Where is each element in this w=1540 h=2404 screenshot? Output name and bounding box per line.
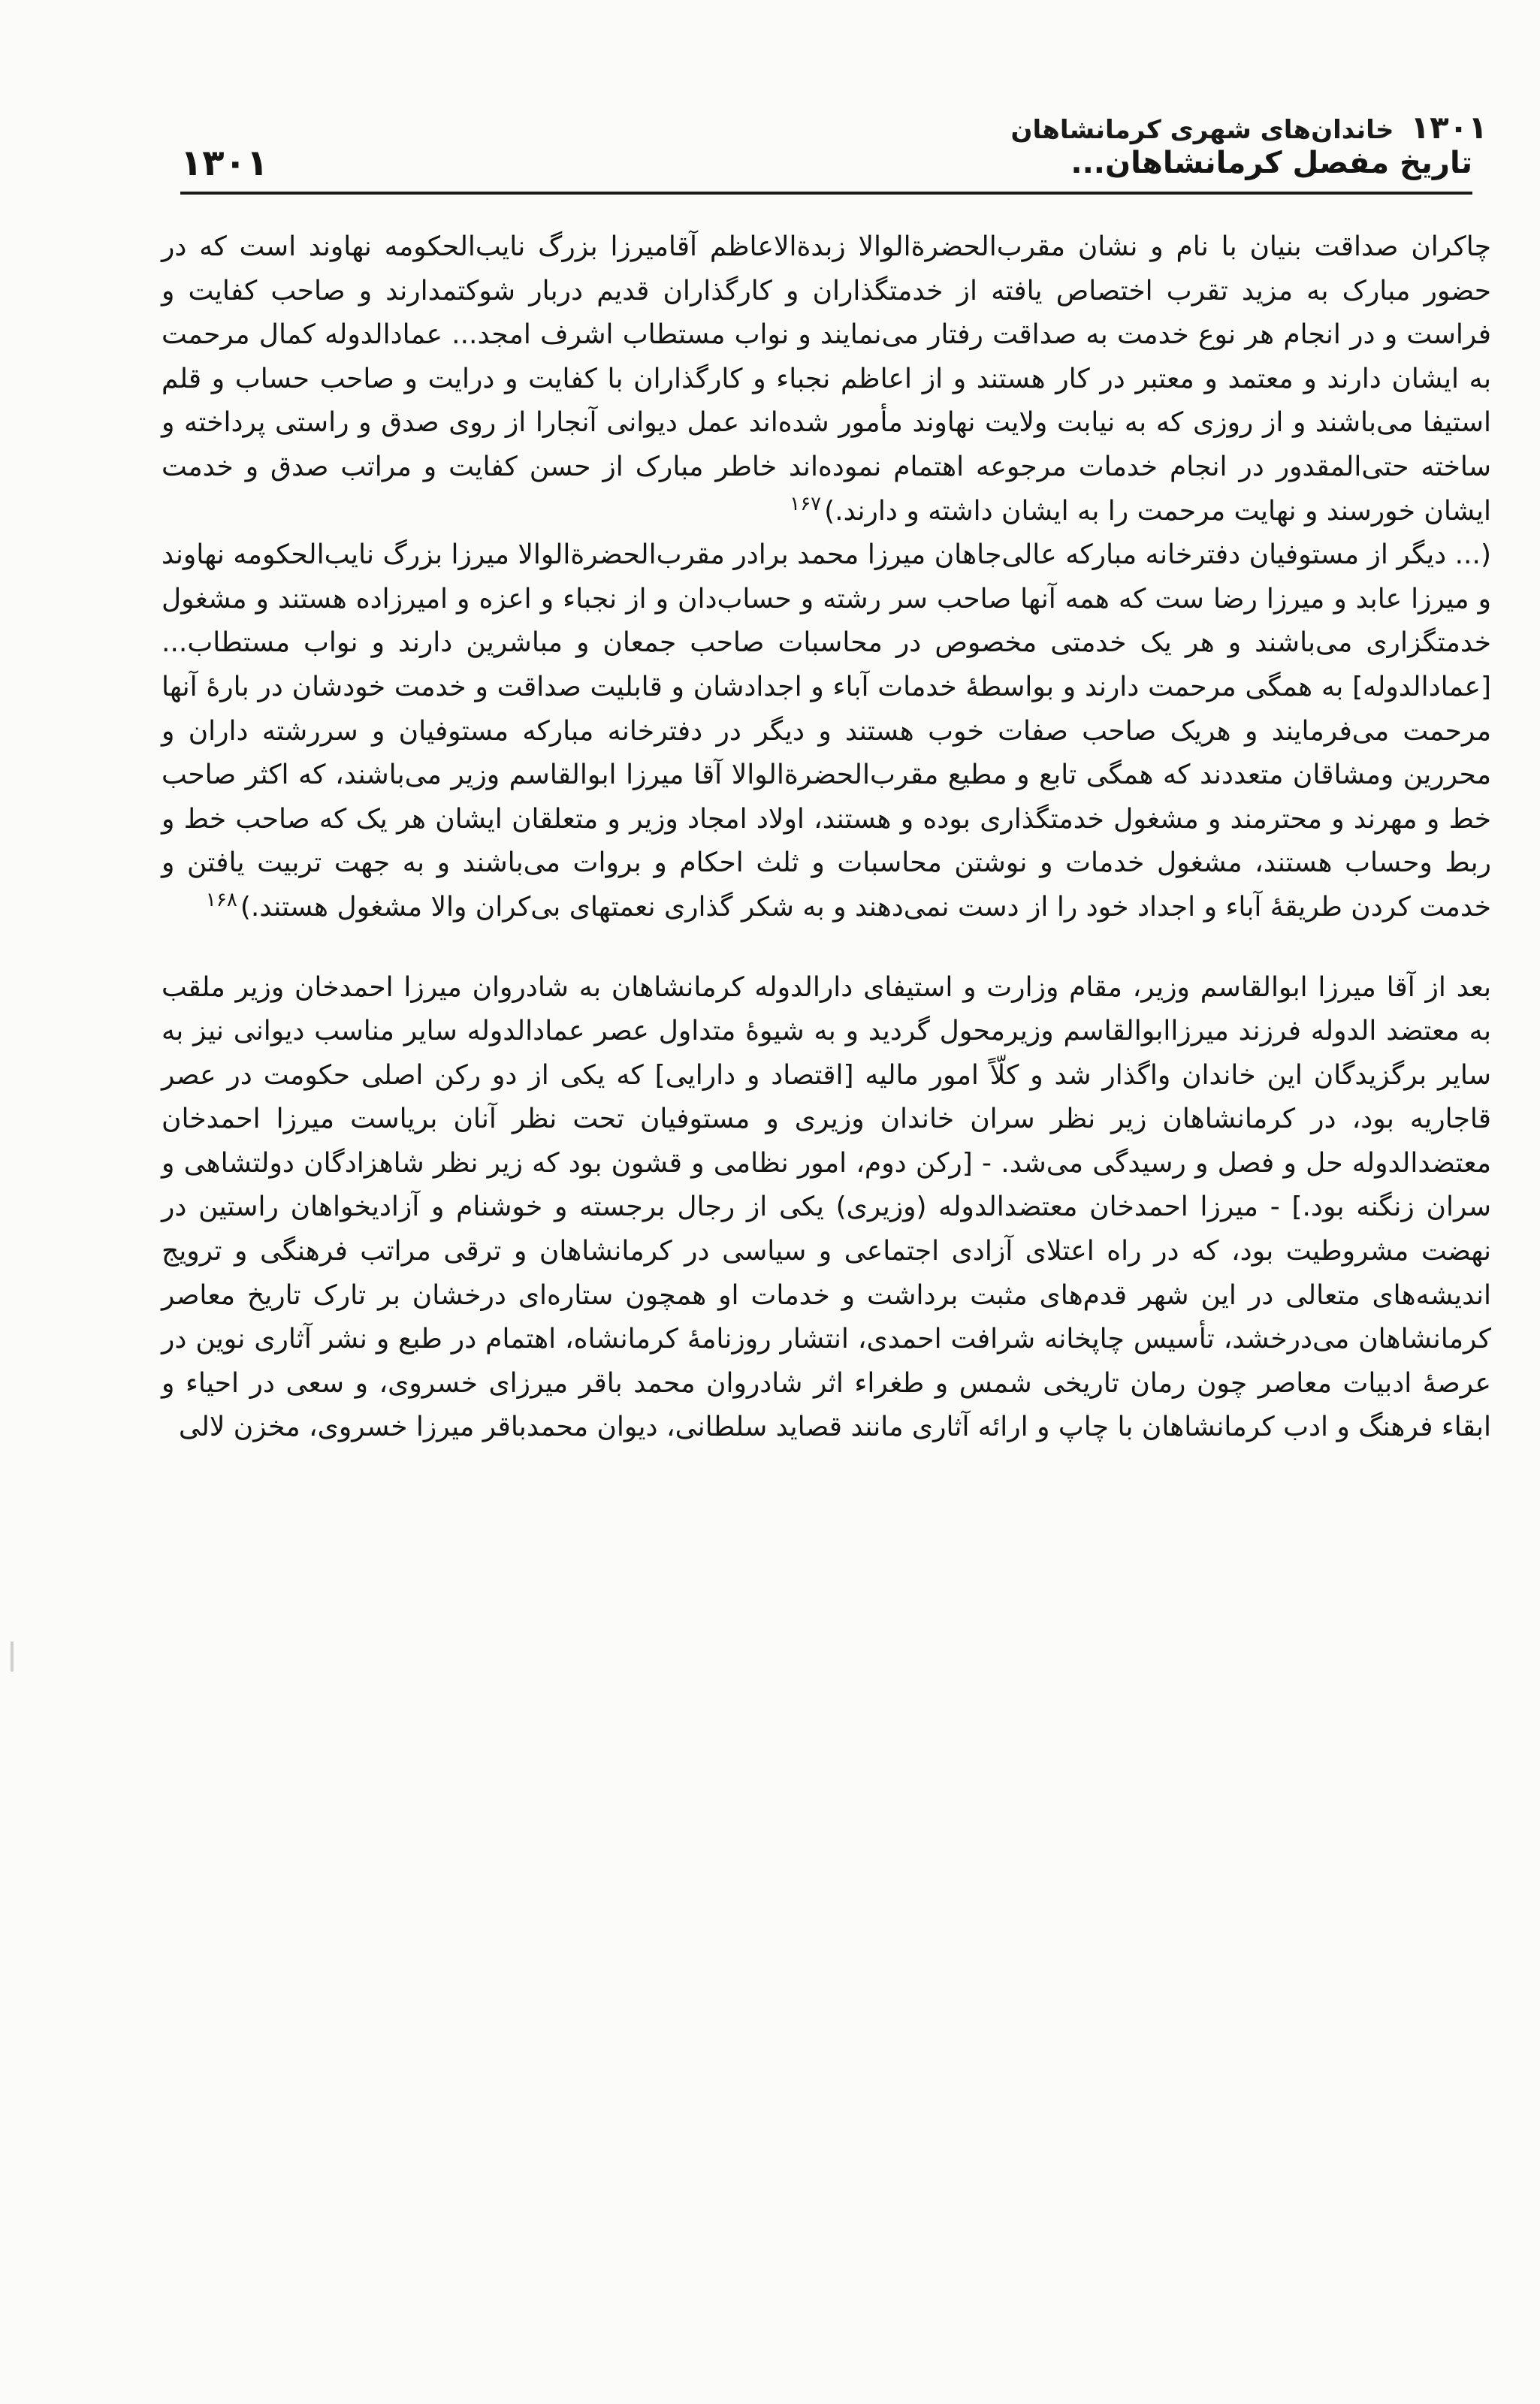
paragraph-text: (... دیگر از مستوفیان دفترخانه مبارکه عالی‌جاهان میرزا محمد برادر مقرب‌الحضرة‌الوالا میرزا بزرگ نایب‌الحکومه نهاوند و میرزا عابد و میرزا رضا ست که همه آنها صاحب سر رشته و حساب‌دان و از نجباء و اعزه و امیرزاده هستند و مشغول خدمتگزاری می‌باشند و هر یک خدمتی مخصوص در محاسبات صاحب جمعان و مباشرین دارند و نواب مستطاب...[عمادالدوله] به همگی مرحمت دارند و بواسطهٔ خدمات آباء و اجدادشان و قابلیت صداقت و خدمت خودشان در بارهٔ آنها مرحمت می‌فرمایند و هریک صاحب صفات خوب هستند و دیگر در دفترخانه مبارکه مستوفیان و سررشته داران و محررین ومشاقان متعددند که همگی تابع و مطیع مقرب‌الحضرة‌الوالا آقا میرزا ابوالقاسم وزیر می‌باشند، که اکثر صاحب خط و مهرند و محترمند و مشغول خدمتگذاری بوده و هستند، اولاد امجاد وزیر و متعلقان ایشان هر یک که صاحب خط و ربط وحساب هستند، مشغول خدمات و نوشتن محاسبات و ثلث احکام و بروات می‌باشند و به جهت تربیت یافتن و خدمت کردن طریقهٔ آباء و اجداد خود را از دست نمی‌دهند و به شکر گذاری نعمتهای بی‌کران والا مشغول هستند.)	[162, 539, 1491, 923]
paragraph-text: بعد از آقا میرزا ابوالقاسم وزیر، مقام وزارت و استیفای دارالدوله کرمانشاهان به شادروان میرزا احمدخان وزیر ملقب به معتضد الدوله فرزند میرزاابوالقاسم وزیرمحول گردید و به شیوهٔ متداول عصر عمادالدوله سایر مناسب دیوانی نیز به سایر برگزیدگان این خاندان واگذار شد و کلّاً امور مالیه [اقتصاد و دارایی] که یکی از دو رکن اصلی حکومت در عصر قاجاریه بود، در کرمانشاهان زیر نظر سران خاندان وزیری و مستوفیان تحت نظر آنان بریاست میرزا احمدخان معتضدالدوله حل و فصل و رسیدگی می‌شد. - [رکن دوم، امور نظامی و قشون بود که زیر نظر شاهزادگان دولتشاهی و سران زنگنه بود.] - میرزا احمدخان معتضدالدوله (وزیری) یکی از رجال برجسته و خوشنام و آزادیخواهان راستین در نهضت مشروطیت بود، که در راه اعتلای آزادی اجتماعی و سیاسی در کرمانشاهان و ترقی مراتب فرهنگی و ترویج اندیشه‌های متعالی در این شهر قدم‌های مثبت برداشت و خدمات او همچون ستاره‌ای درخشان بر تارک تاریخ معاصر کرمانشاهان می‌درخشد، تأسیس چاپخانه شرافت احمدی، انتشار روزنامهٔ کرمانشاه، اهتمام در طبع و نشر آثاری نوین در عرصهٔ ادبیات معاصر چون رمان تاریخی شمس و طغراء اثر شادروان محمد باقر میرزای خسروی، و سعی در احیاء و ابقاء فرهنگ و ادب کرمانشاهان با چاپ و ارائه آثاری مانند قصاید سلطانی، دیوان محمدباقر میرزا خسروی، مخزن لالی	[162, 971, 1491, 1443]
body-text	[162, 225, 1491, 1450]
running-header-title: خاندان‌های شهری کرمانشاهان	[1010, 115, 1394, 145]
footnote-reference: ۱۶۸	[205, 888, 237, 911]
paragraph-citation-168	[162, 533, 1491, 929]
page-number: ۱۳۰۱	[180, 142, 269, 184]
page-header	[180, 143, 1472, 195]
paragraph-citation-167	[162, 225, 1491, 533]
running-header	[1010, 109, 1487, 146]
paragraph-narrative	[162, 966, 1491, 1451]
header-divider	[180, 192, 1472, 195]
running-header-page-number: ۱۳۰۱	[1410, 109, 1487, 146]
paragraph-text: چاکران صداقت بنیان با نام و نشان مقرب‌الحضرة‌الوالا زبدة‌الاعاظم آقامیرزا بزرگ نایب‌الحکومه نهاوند است که در حضور مبارک به مزید تقرب اختصاص یافته از خدمتگذاران و کارگذاران قدیم دربار شوکتمدارند و صاحب کفایت و فراست و در انجام هر نوع خدمت به صداقت رفتار می‌نمایند و نواب مستطاب اشرف امجد... عمادالدوله کمال مرحمت به ایشان دارند و معتمد و معتبر در کار هستند و از اعاظم نجباء و کارگذاران با کفایت و درایت و صاحب حساب و قلم استیفا می‌باشند و از روزی که به نیابت ولایت نهاوند مأمور شده‌اند عمل دیوانی آنجارا از روی صدق و راستی پرداخته و ساخته حتی‌المقدور در انجام خدمات مرجوعه اهتمام نموده‌اند خاطر مبارک از حسن کفایت و مراتب صدق و خدمت ایشان خورسند و نهایت مرحمت را به ایشان داشته و دارند.)	[162, 231, 1491, 527]
page-header-title: تاریخ مفصل کرمانشاهان...	[1070, 146, 1472, 180]
footnote-reference: ۱۶۷	[790, 492, 822, 515]
scan-margin-mark	[11, 1641, 14, 1672]
